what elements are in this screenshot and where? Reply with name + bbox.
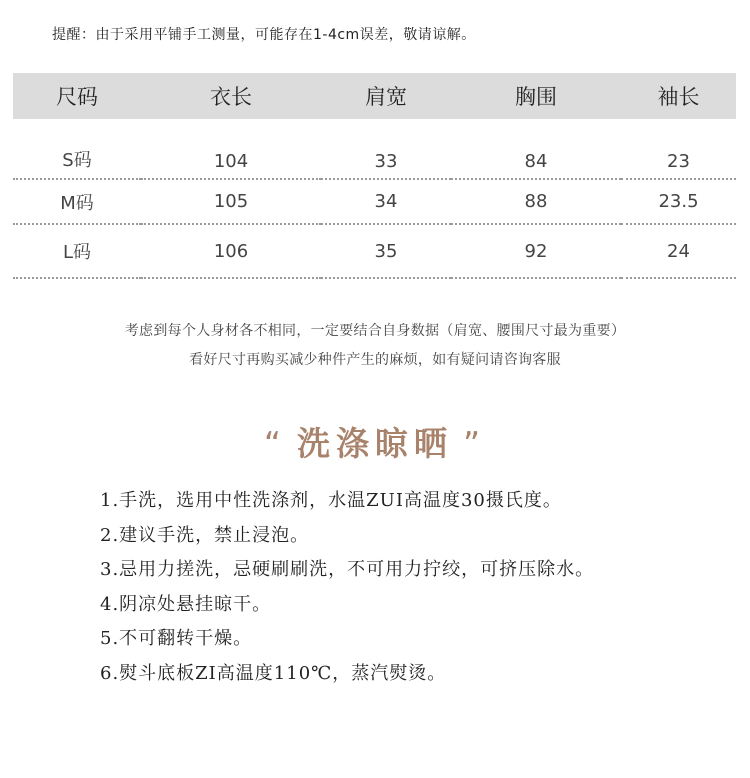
- open-quote: “: [263, 424, 287, 463]
- cell-sleeve: 24: [621, 224, 736, 278]
- cell-shoulder: 35: [321, 224, 451, 278]
- cell-size: L码: [13, 224, 141, 278]
- wash-section-title: [0, 418, 750, 465]
- list-item: 2.建议手洗，禁止浸泡。: [100, 524, 310, 546]
- cell-sleeve: 23.5: [621, 179, 736, 224]
- cell-chest: 92: [451, 224, 621, 278]
- header-sleeve: 袖长: [657, 85, 700, 109]
- header-size: 尺码: [56, 85, 98, 109]
- cell-sleeve: 23: [621, 119, 736, 179]
- cell-length: 106: [141, 224, 321, 278]
- wash-title-text: 洗涤晾晒: [297, 424, 453, 463]
- cell-length: 104: [141, 119, 321, 179]
- header-length: 衣长: [210, 85, 252, 109]
- cell-size: M码: [13, 179, 141, 224]
- header-chest: 胸围: [515, 85, 557, 109]
- size-table-header-row: [13, 73, 736, 119]
- header-shoulder: 肩宽: [365, 85, 407, 109]
- advice-line-2: 看好尺寸再购买减少种件产生的麻烦，如有疑问请咨询客服: [189, 352, 561, 368]
- close-quote: ”: [463, 424, 487, 463]
- list-item: 1.手洗，选用中性洗涤剂，水温ZUI高温度30摄氏度。: [100, 490, 562, 511]
- size-table: [13, 73, 736, 279]
- cell-size: S码: [13, 119, 141, 179]
- table-row: [13, 119, 736, 179]
- list-item: 3.忌用力搓洗，忌硬刷刷洗，不可用力拧绞，可挤压除水。: [100, 559, 595, 580]
- cell-chest: 84: [451, 119, 621, 179]
- cell-shoulder: 33: [321, 119, 451, 179]
- list-item: 4.阴凉处悬挂晾干。: [100, 593, 272, 615]
- care-instructions-list: [100, 484, 594, 691]
- table-row: [13, 179, 736, 224]
- list-item: 5.不可翻转干燥。: [100, 628, 253, 649]
- table-row: [13, 224, 736, 278]
- cell-chest: 88: [451, 179, 621, 224]
- list-item: 6.熨斗底板ZI高温度110℃，蒸汽熨烫。: [100, 662, 447, 684]
- cell-shoulder: 34: [321, 179, 451, 224]
- cell-length: 105: [141, 179, 321, 224]
- advice-line-1: 考虑到每个人身材各不相同，一定要结合自身数据（肩宽、腰围尺寸最为重要）: [124, 323, 626, 339]
- measurement-notice: 提醒：由于采用平铺手工测量，可能存在1-4cm误差，敬请谅解。: [52, 27, 476, 43]
